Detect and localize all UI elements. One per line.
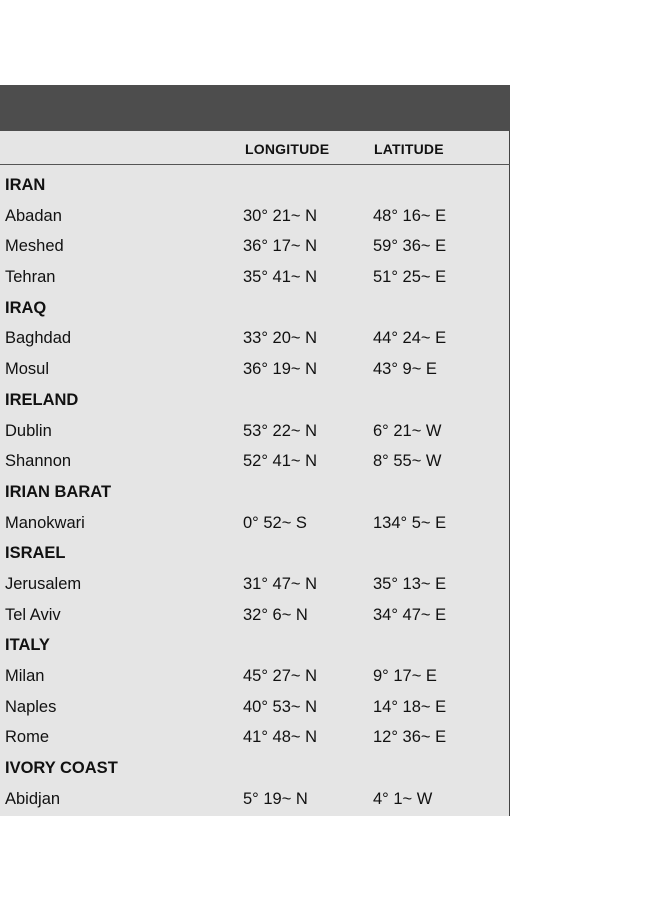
city-name: Meshed [5,237,64,256]
city-name: Tel Aviv [5,605,61,624]
latitude-value: 34° 47~ E [373,605,447,624]
country-heading-row [0,537,510,568]
column-header-row [0,131,510,165]
table-row [0,507,510,538]
city-name: Milan [5,667,45,685]
longitude-value: 5° 19~ N [243,789,308,808]
country-name: IVORY COAST [5,759,118,778]
table-row [0,230,510,261]
longitude-value: 52° 41~ N [243,452,318,471]
country-heading-row [0,384,510,415]
city-name: Abidjan [5,789,61,808]
latitude-value: 51° 25~ E [373,268,447,287]
table-row [0,200,510,231]
longitude-value: 41° 48~ N [243,728,318,747]
table-row [0,721,510,752]
table-row [0,261,510,292]
longitude-value: 40° 53~ N [243,697,318,716]
country-heading-row [0,292,510,323]
country-heading-row [0,752,510,783]
latitude-column-header: LATITUDE [374,141,444,157]
country-name: ITALY [5,636,50,655]
longitude-value: 32° 6~ N [243,605,308,624]
latitude-value: 59° 36~ E [373,237,447,256]
country-name: IRIAN BARAT [5,482,112,501]
country-heading-row [0,169,510,200]
latitude-value: 14° 18~ E [373,697,447,716]
country-name: ISRAEL [5,544,66,563]
country-name: IRAN [5,176,46,194]
latitude-value: 6° 21~ W [373,421,442,440]
city-name: Dublin [5,421,52,440]
latitude-value: 134° 5~ E [373,513,447,532]
table-row [0,415,510,446]
table-row [0,322,510,353]
city-name: Shannon [5,452,72,471]
longitude-value: 36° 19~ N [243,360,318,379]
longitude-value: 35° 41~ N [243,268,318,287]
city-name: Jerusalem [5,574,82,593]
longitude-value: 33° 20~ N [243,329,318,348]
city-name: Rome [5,728,50,747]
city-name: Naples [5,697,57,716]
latitude-value: 8° 55~ W [373,452,442,471]
table-header-band [0,85,510,131]
table-row [0,353,510,384]
table-row [0,660,510,691]
city-name: Baghdad [5,329,72,348]
longitude-value: 30° 21~ N [243,206,318,225]
table-row [0,783,510,814]
country-name: IRAQ [5,298,47,317]
country-heading-row [0,476,510,507]
latitude-value: 12° 36~ E [373,728,447,747]
longitude-value: 45° 27~ N [243,667,318,685]
latitude-value: 44° 24~ E [373,329,447,348]
table-row [0,568,510,599]
country-heading-row [0,629,510,660]
coordinates-table [0,85,510,816]
city-name: Mosul [5,360,50,379]
city-name: Tehran [5,268,56,287]
city-name: Abadan [5,206,62,225]
longitude-value: 36° 17~ N [243,237,318,256]
city-name: Manokwari [5,513,85,532]
latitude-value: 48° 16~ E [373,206,447,225]
table-row [0,691,510,722]
table-row [0,445,510,476]
latitude-value: 4° 1~ W [373,789,433,808]
latitude-value: 9° 17~ E [373,667,437,685]
country-name: IRELAND [5,390,79,409]
latitude-value: 43° 9~ E [373,360,437,379]
table-body [0,169,510,813]
longitude-value: 0° 52~ S [243,513,307,532]
longitude-value: 53° 22~ N [243,421,318,440]
longitude-value: 31° 47~ N [243,574,318,593]
longitude-column-header: LONGITUDE [245,141,330,157]
latitude-value: 35° 13~ E [373,574,447,593]
table-row [0,599,510,630]
